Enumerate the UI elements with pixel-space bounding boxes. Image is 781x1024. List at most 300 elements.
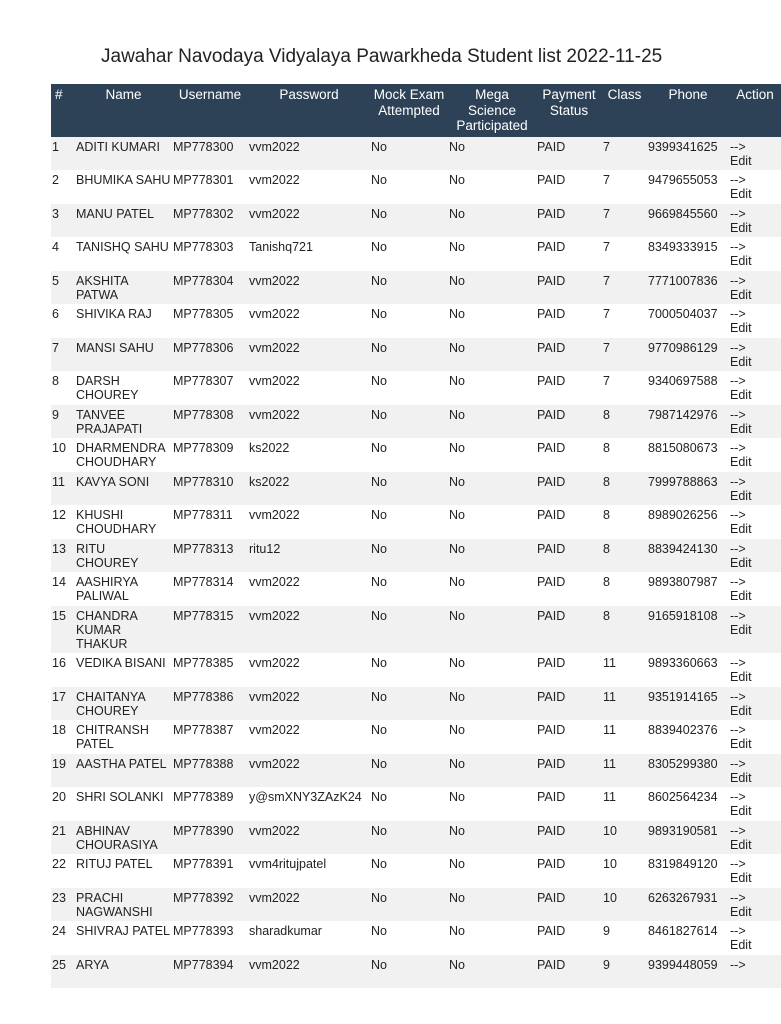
password-cell: vvm2022 — [248, 720, 370, 754]
mega-science-cell: No — [448, 170, 536, 204]
payment-status-cell: PAID — [536, 687, 602, 721]
table-row — [51, 606, 781, 654]
payment-status-cell: PAID — [536, 754, 602, 788]
table-row — [51, 170, 781, 204]
edit-link[interactable]: --> Edit — [730, 474, 752, 503]
password-cell: vvm2022 — [248, 687, 370, 721]
row-number: 11 — [51, 472, 75, 506]
header-name: Name — [75, 84, 172, 137]
mock-exam-cell: No — [370, 170, 448, 204]
password-cell: vvm4ritujpatel — [248, 854, 370, 888]
phone-cell: 8839402376 — [647, 720, 729, 754]
username-cell: MP778393 — [172, 921, 248, 955]
class-cell: 9 — [602, 955, 647, 989]
username-cell: MP778391 — [172, 854, 248, 888]
mega-science-cell: No — [448, 237, 536, 271]
mock-exam-cell: No — [370, 505, 448, 539]
payment-status-cell: PAID — [536, 787, 602, 821]
payment-status-cell: PAID — [536, 472, 602, 506]
row-number: 25 — [51, 955, 75, 989]
payment-status-cell: PAID — [536, 720, 602, 754]
class-cell: 8 — [602, 505, 647, 539]
row-number: 22 — [51, 854, 75, 888]
mega-science-cell: No — [448, 606, 536, 654]
mock-exam-cell: No — [370, 405, 448, 439]
phone-cell: 7771007836 — [647, 271, 729, 305]
action-cell — [729, 472, 781, 506]
payment-status-cell: PAID — [536, 606, 602, 654]
action-cell — [729, 720, 781, 754]
mega-science-cell: No — [448, 821, 536, 855]
table-row — [51, 405, 781, 439]
payment-status-cell: PAID — [536, 271, 602, 305]
header-username: Username — [172, 84, 248, 137]
class-cell: 10 — [602, 854, 647, 888]
password-cell: vvm2022 — [248, 821, 370, 855]
payment-status-cell: PAID — [536, 204, 602, 238]
row-number: 18 — [51, 720, 75, 754]
mock-exam-cell: No — [370, 653, 448, 687]
row-number: 7 — [51, 338, 75, 372]
payment-status-cell: PAID — [536, 539, 602, 573]
username-cell: MP778385 — [172, 653, 248, 687]
student-name: AASHIRYA PALIWAL — [75, 572, 172, 606]
class-cell: 8 — [602, 539, 647, 573]
payment-status-cell: PAID — [536, 405, 602, 439]
table-row — [51, 505, 781, 539]
edit-link[interactable]: --> Edit — [730, 823, 752, 852]
table-row — [51, 754, 781, 788]
mega-science-cell: No — [448, 720, 536, 754]
student-table — [51, 84, 781, 988]
action-cell — [729, 405, 781, 439]
class-cell: 8 — [602, 472, 647, 506]
payment-status-cell: PAID — [536, 505, 602, 539]
username-cell: MP778313 — [172, 539, 248, 573]
class-cell: 7 — [602, 338, 647, 372]
mega-science-cell: No — [448, 539, 536, 573]
action-cell — [729, 754, 781, 788]
action-cell — [729, 821, 781, 855]
edit-link[interactable]: --> — [730, 957, 746, 972]
password-cell: vvm2022 — [248, 505, 370, 539]
phone-cell: 8602564234 — [647, 787, 729, 821]
phone-cell: 9351914165 — [647, 687, 729, 721]
mega-science-cell: No — [448, 137, 536, 171]
table-row — [51, 888, 781, 922]
action-cell — [729, 888, 781, 922]
username-cell: MP778389 — [172, 787, 248, 821]
mock-exam-cell: No — [370, 955, 448, 989]
password-cell: vvm2022 — [248, 338, 370, 372]
payment-status-cell: PAID — [536, 572, 602, 606]
mock-exam-cell: No — [370, 338, 448, 372]
password-cell: ritu12 — [248, 539, 370, 573]
password-cell: vvm2022 — [248, 606, 370, 654]
username-cell: MP778314 — [172, 572, 248, 606]
payment-status-cell: PAID — [536, 653, 602, 687]
row-number: 5 — [51, 271, 75, 305]
phone-cell: 9340697588 — [647, 371, 729, 405]
student-name: RITU CHOUREY — [75, 539, 172, 573]
table-row — [51, 572, 781, 606]
table-row — [51, 204, 781, 238]
table-row — [51, 854, 781, 888]
student-name: MANU PATEL — [75, 204, 172, 238]
username-cell: MP778302 — [172, 204, 248, 238]
student-name: TANVEE PRAJAPATI — [75, 405, 172, 439]
username-cell: MP778301 — [172, 170, 248, 204]
class-cell: 7 — [602, 137, 647, 171]
phone-cell: 8461827614 — [647, 921, 729, 955]
mock-exam-cell: No — [370, 304, 448, 338]
row-number: 1 — [51, 137, 75, 171]
class-cell: 7 — [602, 271, 647, 305]
action-cell — [729, 505, 781, 539]
student-name: CHITRANSH PATEL — [75, 720, 172, 754]
username-cell: MP778387 — [172, 720, 248, 754]
password-cell: vvm2022 — [248, 754, 370, 788]
class-cell: 11 — [602, 754, 647, 788]
mock-exam-cell: No — [370, 539, 448, 573]
action-cell — [729, 921, 781, 955]
student-name: CHANDRA KUMAR THAKUR — [75, 606, 172, 654]
payment-status-cell: PAID — [536, 888, 602, 922]
table-row — [51, 653, 781, 687]
table-row — [51, 787, 781, 821]
action-cell — [729, 787, 781, 821]
payment-status-cell: PAID — [536, 338, 602, 372]
row-number: 15 — [51, 606, 75, 654]
action-cell — [729, 438, 781, 472]
phone-cell: 8305299380 — [647, 754, 729, 788]
class-cell: 11 — [602, 687, 647, 721]
username-cell: MP778307 — [172, 371, 248, 405]
student-name: CHAITANYA CHOUREY — [75, 687, 172, 721]
row-number: 2 — [51, 170, 75, 204]
phone-cell: 8815080673 — [647, 438, 729, 472]
row-number: 14 — [51, 572, 75, 606]
username-cell: MP778306 — [172, 338, 248, 372]
action-cell — [729, 854, 781, 888]
class-cell: 9 — [602, 921, 647, 955]
phone-cell: 9669845560 — [647, 204, 729, 238]
mock-exam-cell: No — [370, 606, 448, 654]
action-cell — [729, 304, 781, 338]
password-cell: sharadkumar — [248, 921, 370, 955]
mega-science-cell: No — [448, 572, 536, 606]
class-cell: 7 — [602, 304, 647, 338]
action-cell — [729, 653, 781, 687]
mega-science-cell: No — [448, 921, 536, 955]
mega-science-cell: No — [448, 955, 536, 989]
edit-link[interactable]: --> Edit — [730, 656, 752, 684]
student-name: TANISHQ SAHU — [75, 237, 172, 271]
username-cell: MP778310 — [172, 472, 248, 506]
password-cell: vvm2022 — [248, 304, 370, 338]
password-cell: vvm2022 — [248, 653, 370, 687]
edit-link[interactable]: --> Edit — [730, 756, 752, 785]
row-number: 10 — [51, 438, 75, 472]
phone-cell: 9893360663 — [647, 653, 729, 687]
payment-status-cell: PAID — [536, 304, 602, 338]
username-cell: MP778392 — [172, 888, 248, 922]
username-cell: MP778394 — [172, 955, 248, 989]
student-name: DHARMENDRA CHOUDHARY — [75, 438, 172, 472]
row-number: 3 — [51, 204, 75, 238]
edit-link[interactable]: --> Edit — [730, 173, 752, 201]
action-cell — [729, 572, 781, 606]
password-cell: vvm2022 — [248, 137, 370, 171]
student-name: ADITI KUMARI — [75, 137, 172, 171]
table-row — [51, 955, 781, 989]
mock-exam-cell: No — [370, 137, 448, 171]
action-cell — [729, 687, 781, 721]
edit-link[interactable]: --> Edit — [730, 340, 752, 369]
student-name: KAVYA SONI — [75, 472, 172, 506]
table-row — [51, 271, 781, 305]
header-row — [51, 84, 781, 137]
phone-cell: 9479655053 — [647, 170, 729, 204]
username-cell: MP778311 — [172, 505, 248, 539]
action-cell — [729, 271, 781, 305]
phone-cell: 9770986129 — [647, 338, 729, 372]
payment-status-cell: PAID — [536, 854, 602, 888]
student-name: MANSI SAHU — [75, 338, 172, 372]
phone-cell: 7000504037 — [647, 304, 729, 338]
class-cell: 11 — [602, 787, 647, 821]
row-number: 20 — [51, 787, 75, 821]
action-cell — [729, 237, 781, 271]
page-title: Jawahar Navodaya Vidyalaya Pawarkheda Student list 2022-11-25 — [101, 46, 663, 67]
mega-science-cell: No — [448, 687, 536, 721]
username-cell: MP778315 — [172, 606, 248, 654]
username-cell: MP778305 — [172, 304, 248, 338]
password-cell: vvm2022 — [248, 170, 370, 204]
row-number: 23 — [51, 888, 75, 922]
mega-science-cell: No — [448, 854, 536, 888]
class-cell: 11 — [602, 720, 647, 754]
edit-link[interactable]: --> Edit — [730, 790, 752, 818]
phone-cell: 9893807987 — [647, 572, 729, 606]
mega-science-cell: No — [448, 338, 536, 372]
table-row — [51, 687, 781, 721]
phone-cell: 6263267931 — [647, 888, 729, 922]
header-class: Class — [602, 84, 647, 137]
class-cell: 10 — [602, 888, 647, 922]
row-number: 8 — [51, 371, 75, 405]
table-row — [51, 371, 781, 405]
mock-exam-cell: No — [370, 921, 448, 955]
mock-exam-cell: No — [370, 888, 448, 922]
mock-exam-cell: No — [370, 720, 448, 754]
mega-science-cell: No — [448, 371, 536, 405]
class-cell: 7 — [602, 170, 647, 204]
phone-cell: 8349333915 — [647, 237, 729, 271]
table-body — [51, 137, 781, 989]
mega-science-cell: No — [448, 754, 536, 788]
username-cell: MP778388 — [172, 754, 248, 788]
mega-science-cell: No — [448, 888, 536, 922]
payment-status-cell: PAID — [536, 955, 602, 989]
row-number: 19 — [51, 754, 75, 788]
class-cell: 7 — [602, 371, 647, 405]
table-row — [51, 821, 781, 855]
class-cell: 7 — [602, 204, 647, 238]
phone-cell: 8989026256 — [647, 505, 729, 539]
action-cell — [729, 170, 781, 204]
action-cell — [729, 955, 781, 989]
password-cell: vvm2022 — [248, 888, 370, 922]
mock-exam-cell: No — [370, 204, 448, 238]
table-row — [51, 472, 781, 506]
username-cell: MP778308 — [172, 405, 248, 439]
mega-science-cell: No — [448, 438, 536, 472]
mock-exam-cell: No — [370, 271, 448, 305]
payment-status-cell: PAID — [536, 438, 602, 472]
student-name: AASTHA PATEL — [75, 754, 172, 788]
phone-cell: 9399448059 — [647, 955, 729, 989]
student-name: DARSH CHOUREY — [75, 371, 172, 405]
class-cell: 8 — [602, 405, 647, 439]
mock-exam-cell: No — [370, 438, 448, 472]
username-cell: MP778303 — [172, 237, 248, 271]
password-cell: ks2022 — [248, 438, 370, 472]
phone-cell: 7999788863 — [647, 472, 729, 506]
student-name: ARYA — [75, 955, 172, 989]
edit-link[interactable]: --> Edit — [730, 857, 752, 885]
mock-exam-cell: No — [370, 787, 448, 821]
header-mega-science: Mega Science Participated — [448, 84, 536, 137]
mock-exam-cell: No — [370, 572, 448, 606]
mock-exam-cell: No — [370, 687, 448, 721]
table-row — [51, 539, 781, 573]
class-cell: 7 — [602, 237, 647, 271]
class-cell: 8 — [602, 606, 647, 654]
table-header — [51, 84, 781, 137]
header-payment-status: Payment Status — [536, 84, 602, 137]
mock-exam-cell: No — [370, 821, 448, 855]
username-cell: MP778386 — [172, 687, 248, 721]
header-mock-exam: Mock Exam Attempted — [370, 84, 448, 137]
password-cell: vvm2022 — [248, 204, 370, 238]
student-name: ABHINAV CHOURASIYA — [75, 821, 172, 855]
mega-science-cell: No — [448, 472, 536, 506]
table-row — [51, 921, 781, 955]
class-cell: 8 — [602, 572, 647, 606]
username-cell: MP778300 — [172, 137, 248, 171]
password-cell: ks2022 — [248, 472, 370, 506]
password-cell: vvm2022 — [248, 572, 370, 606]
password-cell: vvm2022 — [248, 371, 370, 405]
student-name: SHIVIKA RAJ — [75, 304, 172, 338]
mega-science-cell: No — [448, 653, 536, 687]
password-cell: Tanishq721 — [248, 237, 370, 271]
student-name: VEDIKA BISANI — [75, 653, 172, 687]
class-cell: 8 — [602, 438, 647, 472]
phone-cell: 9399341625 — [647, 137, 729, 171]
row-number: 16 — [51, 653, 75, 687]
row-number: 4 — [51, 237, 75, 271]
edit-link[interactable]: --> Edit — [730, 508, 752, 536]
row-number: 21 — [51, 821, 75, 855]
edit-link[interactable]: --> Edit — [730, 206, 752, 235]
edit-link[interactable]: --> Edit — [730, 890, 752, 919]
class-cell: 11 — [602, 653, 647, 687]
payment-status-cell: PAID — [536, 921, 602, 955]
action-cell — [729, 539, 781, 573]
edit-link[interactable]: --> Edit — [730, 139, 752, 168]
password-cell: vvm2022 — [248, 271, 370, 305]
student-name: PRACHI NAGWANSHI — [75, 888, 172, 922]
mega-science-cell: No — [448, 304, 536, 338]
phone-cell: 9893190581 — [647, 821, 729, 855]
row-number: 12 — [51, 505, 75, 539]
edit-link[interactable]: --> Edit — [730, 374, 752, 402]
table-row — [51, 720, 781, 754]
username-cell: MP778309 — [172, 438, 248, 472]
payment-status-cell: PAID — [536, 821, 602, 855]
edit-link[interactable]: --> Edit — [730, 541, 752, 570]
action-cell — [729, 137, 781, 171]
mega-science-cell: No — [448, 787, 536, 821]
row-number: 17 — [51, 687, 75, 721]
action-cell — [729, 606, 781, 654]
student-name: SHIVRAJ PATEL — [75, 921, 172, 955]
edit-link[interactable]: --> Edit — [730, 723, 752, 751]
payment-status-cell: PAID — [536, 137, 602, 171]
phone-cell: 9165918108 — [647, 606, 729, 654]
header-num: # — [51, 84, 75, 137]
password-cell: vvm2022 — [248, 955, 370, 989]
table-row — [51, 304, 781, 338]
mock-exam-cell: No — [370, 371, 448, 405]
mega-science-cell: No — [448, 405, 536, 439]
student-name: RITUJ PATEL — [75, 854, 172, 888]
table-row — [51, 137, 781, 171]
edit-link[interactable]: --> Edit — [730, 307, 752, 335]
table-row — [51, 438, 781, 472]
edit-link[interactable]: --> Edit — [730, 273, 752, 302]
edit-link[interactable]: --> Edit — [730, 240, 752, 268]
row-number: 13 — [51, 539, 75, 573]
edit-link[interactable]: --> Edit — [730, 924, 752, 952]
mock-exam-cell: No — [370, 754, 448, 788]
password-cell: y@smXNY3ZAzK24 — [248, 787, 370, 821]
edit-link[interactable]: --> Edit — [730, 608, 752, 637]
mock-exam-cell: No — [370, 854, 448, 888]
edit-link[interactable]: --> Edit — [730, 689, 752, 718]
edit-link[interactable]: --> Edit — [730, 575, 752, 603]
table-row — [51, 338, 781, 372]
mega-science-cell: No — [448, 505, 536, 539]
header-action: Action — [729, 84, 781, 137]
row-number: 6 — [51, 304, 75, 338]
edit-link[interactable]: --> Edit — [730, 407, 752, 436]
action-cell — [729, 204, 781, 238]
mock-exam-cell: No — [370, 237, 448, 271]
phone-cell: 7987142976 — [647, 405, 729, 439]
student-name: KHUSHI CHOUDHARY — [75, 505, 172, 539]
phone-cell: 8319849120 — [647, 854, 729, 888]
payment-status-cell: PAID — [536, 237, 602, 271]
action-cell — [729, 371, 781, 405]
header-phone: Phone — [647, 84, 729, 137]
edit-link[interactable]: --> Edit — [730, 441, 752, 469]
mega-science-cell: No — [448, 204, 536, 238]
row-number: 9 — [51, 405, 75, 439]
payment-status-cell: PAID — [536, 170, 602, 204]
